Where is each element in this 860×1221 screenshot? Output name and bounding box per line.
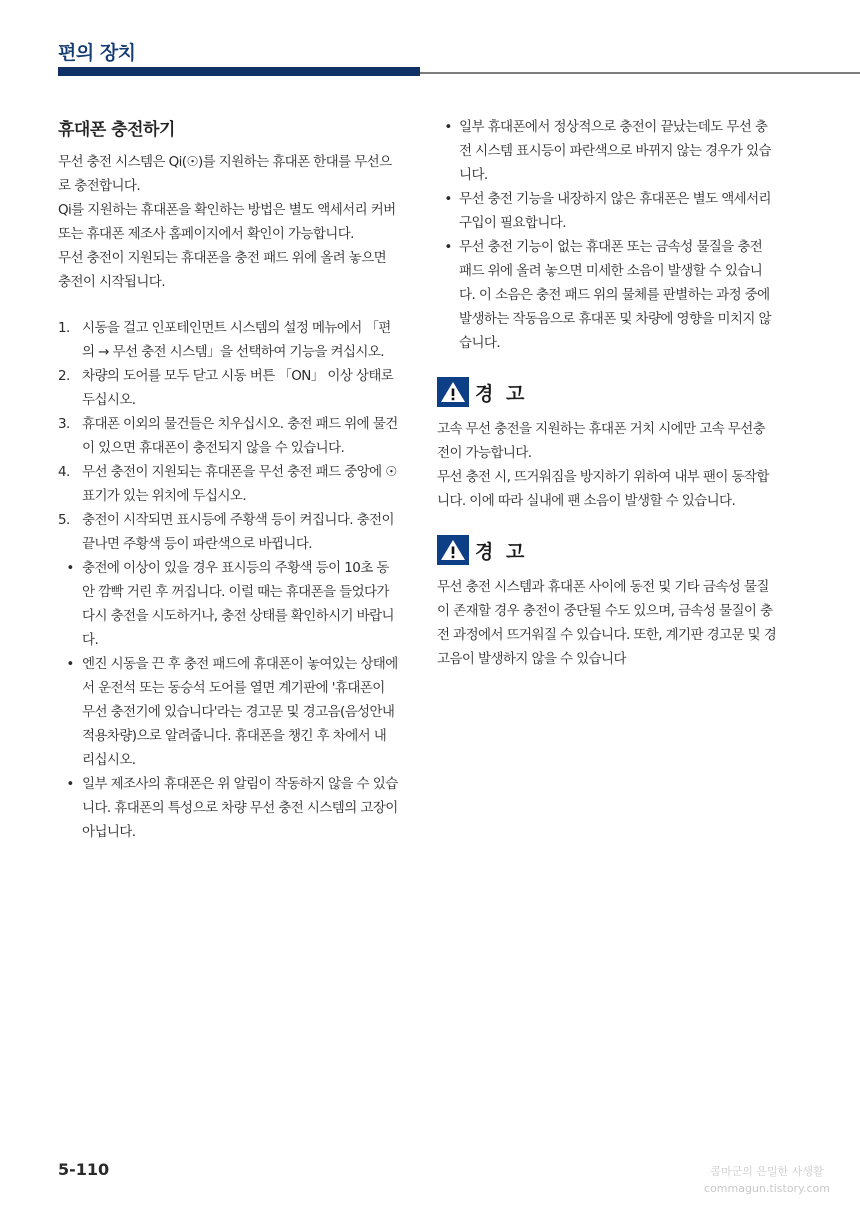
bullet-item <box>58 772 398 844</box>
warning-text: 고속 무선 충전을 지원하는 휴대폰 거치 시에만 고속 무선충전이 가능합니다. <box>437 421 766 461</box>
watermark <box>704 1163 830 1197</box>
header-rule-light <box>420 72 860 74</box>
bullet-text: 일부 휴대폰에서 정상적으로 충전이 끝났는데도 무선 충전 시스템 표시등이 파란색으로 바뀌지 않는 경우가 있습니다. <box>459 119 771 183</box>
step-item <box>58 508 398 556</box>
bullet-icon: • <box>66 560 74 576</box>
watermark-line: commagun.tistory.com <box>704 1182 830 1195</box>
right-column <box>437 115 777 671</box>
warning-text: 무선 충전 시, 뜨거워짐을 방지하기 위하여 내부 팬이 동작합니다. 이에 따라 실내에 팬 소음이 발생할 수 있습니다. <box>437 469 769 509</box>
intro-paragraph: 무선 충전 시스템은 Qi(☉)를 지원하는 휴대폰 한대를 무선으로 충전합니다. <box>58 154 392 194</box>
section-title: 휴대폰 충전하기 <box>58 120 175 140</box>
bullet-item <box>58 652 398 772</box>
step-text: 시동을 걸고 인포테인먼트 시스템의 설정 메뉴에서 「편의 → 무선 충전 시스템」을 선택하여 기능을 켜십시오. <box>82 320 391 360</box>
page-number: 5-110 <box>58 1160 110 1179</box>
step-number: 2. <box>58 368 70 384</box>
bullet-item <box>437 235 777 355</box>
step-number: 4. <box>58 464 70 480</box>
step-number: 1. <box>58 320 70 336</box>
step-text: 휴대폰 이외의 물건들은 치우십시오. 충전 패드 위에 물건이 있으면 휴대폰이 충전되지 않을 수 있습니다. <box>82 416 398 456</box>
intro-paragraph: 무선 충전이 지원되는 휴대폰을 충전 패드 위에 올려 놓으면 충전이 시작됩니다. <box>58 250 387 290</box>
intro-paragraph: Qi를 지원하는 휴대폰을 확인하는 방법은 별도 액세서리 커버 또는 휴대폰 제조사 홈페이지에서 확인이 가능합니다. <box>58 202 396 242</box>
left-column <box>58 115 398 844</box>
bullet-icon: • <box>66 776 74 792</box>
bullet-icon: • <box>444 239 452 255</box>
step-item <box>58 460 398 508</box>
warning-header <box>437 377 777 407</box>
bullet-item <box>437 187 777 235</box>
bullet-text: 충전에 이상이 있을 경우 표시등의 주황색 등이 10초 동안 깜빡 거린 후 꺼집니다. 이럴 때는 휴대폰을 들었다가 다시 충전을 시도하거나, 충전 상태를 확인하시기 바랍니다. <box>82 560 394 648</box>
warning-title: 경 고 <box>475 382 528 405</box>
header-title: 편의 장치 <box>58 42 136 64</box>
header-rule-dark <box>58 67 420 76</box>
bullet-text: 무선 충전 기능을 내장하지 않은 휴대폰은 별도 액세서리 구입이 필요합니다. <box>459 191 771 231</box>
step-text: 충전이 시작되면 표시등에 주황색 등이 켜집니다. 충전이 끝나면 주황색 등이 파란색으로 바뀝니다. <box>82 512 394 552</box>
bullet-item <box>437 115 777 187</box>
bullet-text: 일부 제조사의 휴대폰은 위 알림이 작동하지 않을 수 있습니다. 휴대폰의 특성으로 차량 무선 충전 시스템의 고장이 아닙니다. <box>82 776 398 840</box>
step-number: 3. <box>58 416 70 432</box>
warning-title: 경 고 <box>475 540 528 563</box>
step-item <box>58 412 398 460</box>
bullet-text: 무선 충전 기능이 없는 휴대폰 또는 금속성 물질을 충전 패드 위에 올려 놓으면 미세한 소음이 발생할 수 있습니다. 이 소음은 충전 패드 위의 물체를 판별하는 과정 중에 발생하는 작동음으로 휴대폰 및 차량에 영향을 미치지 않습니다. <box>459 239 771 351</box>
watermark-line: 콤마군의 은밀한 사생활 <box>710 1165 824 1178</box>
warning-text: 무선 충전 시스템과 휴대폰 사이에 동전 및 기타 금속성 물질이 존재할 경우 충전이 중단될 수도 있으며, 금속성 물질이 충전 과정에서 뜨거워질 수 있습니다. 또한, 계기판 경고문 및 경고음이 발생하지 않을 수 있습니다 <box>437 579 777 667</box>
bullet-icon: • <box>66 656 74 672</box>
bullet-text: 엔진 시동을 끈 후 충전 패드에 휴대폰이 놓여있는 상태에서 운전석 또는 동승석 도어를 열면 계기판에 '휴대폰이 무선 충전기에 있습니다'라는 경고문 및 경고음(음성안내 적용차량)으로 알려줍니다. 휴대폰을 챙긴 후 차에서 내리십시오. <box>82 656 398 768</box>
step-text: 차량의 도어를 모두 닫고 시동 버튼 「ON」 이상 상태로 두십시오. <box>82 368 394 408</box>
step-text: 무선 충전이 지원되는 휴대폰을 무선 충전 패드 중앙에 ☉ 표기가 있는 위치에 두십시오. <box>82 464 397 504</box>
bullet-icon: • <box>444 119 452 135</box>
bullet-item <box>58 556 398 652</box>
step-item <box>58 364 398 412</box>
bullet-icon: • <box>444 191 452 207</box>
step-number: 5. <box>58 512 70 528</box>
warning-header <box>437 535 777 565</box>
warning-triangle-icon <box>437 535 469 565</box>
warning-triangle-icon <box>437 377 469 407</box>
step-item <box>58 316 398 364</box>
